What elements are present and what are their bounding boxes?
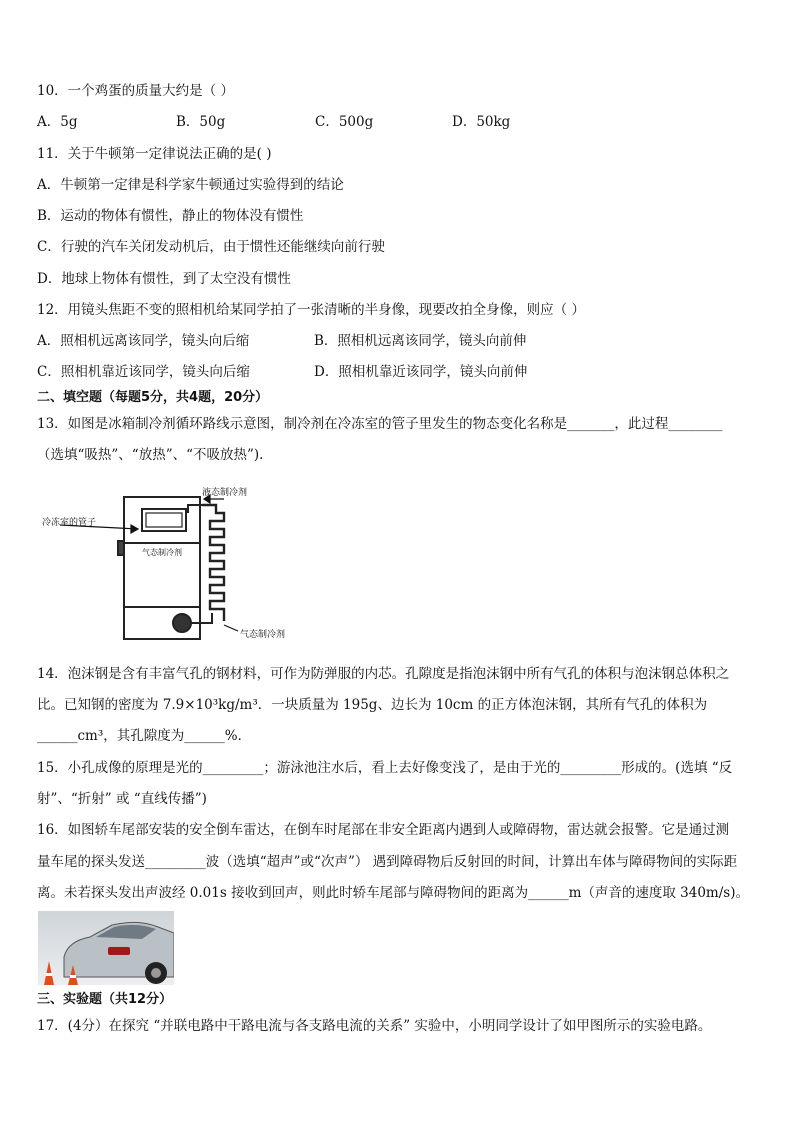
q10-option-c: C．500g: [315, 114, 374, 130]
freezer-pipe: [142, 509, 186, 531]
q16-line-1: 16．如图轿车尾部安装的安全倒车雷达，在倒车时尾部在非安全距离内遇到人或障碍物，雷达就会报警。它是通过测: [37, 822, 730, 838]
q10-option-d: D．50kg: [452, 114, 511, 130]
gas-arrow-line: [224, 625, 238, 631]
q14-line-2: 比。已知钢的密度为 7.9×10³kg/m³．一块质量为 195g、边长为 10cm 的正方体泡沫钢，其所有气孔的体积为: [37, 697, 708, 713]
pipe-arrow-head: [131, 525, 138, 533]
car-rear-photo: [38, 911, 174, 985]
section-heading-experiment: 三、实验题（共12分）: [37, 992, 173, 1007]
label-gas-refrigerant-bottom: 气态制冷剂: [240, 630, 286, 640]
cone-stripe-right: [70, 975, 76, 978]
compressor-pipe: [191, 613, 212, 623]
q11-stem: 11．关于牛顿第一定律说法正确的是( ): [37, 146, 272, 162]
q12-stem: 12．用镜头焦距不变的照相机给某同学拍了一张清晰的半身像，现要改拍全身像，则应（ ）: [37, 302, 585, 318]
car-photo-svg: [38, 911, 174, 985]
q10-option-b: B．50g: [176, 114, 226, 130]
label-liquid-refrigerant: 液态制冷剂: [202, 488, 248, 498]
q12-option-d: D．照相机靠近该同学，镜头向前伸: [314, 364, 528, 380]
q10-option-a: A．5g: [37, 114, 78, 130]
section-heading-fill-in: 二、填空题（每题5分，共4题，20分）: [37, 390, 269, 405]
q11-option-d: D．地球上物体有惯性，到了太空没有惯性: [37, 271, 291, 287]
q15-line-1: 15．小孔成像的原理是光的_________；游泳池注水后，看上去好像变浅了，是由于光的_________形成的。(选填 “反: [37, 760, 733, 776]
compressor: [173, 614, 191, 632]
cone-stripe-left: [46, 973, 52, 976]
q11-option-b: B．运动的物体有惯性，静止的物体没有惯性: [37, 208, 304, 224]
q17-line-1: 17．(4分）在探究 “并联电路中干路电流与各支路电流的关系” 实验中，小明同学设计了如甲图所示的实验电路。: [37, 1018, 712, 1034]
car-taillight: [108, 947, 130, 955]
q12-option-b: B．照相机远离该同学，镜头向前伸: [314, 333, 527, 349]
condenser-coil: [202, 505, 224, 621]
q12-option-a: A．照相机远离该同学，镜头向后缩: [37, 333, 250, 349]
freezer-pipe-inner: [146, 513, 182, 527]
q12-option-c: C．照相机靠近该同学，镜头向后缩: [37, 364, 250, 380]
q16-line-3: 离。未若探头发出声波经 0.01s 接收到回声，则此时轿车尾部与障碍物间的距离为______m（声音的速度取 340m/s)。: [37, 885, 749, 901]
label-gas-refrigerant-inner: 气态制冷剂: [142, 548, 182, 557]
q15-line-2: 射”、“折射” 或 “直线传播”): [37, 791, 207, 807]
label-freezer-pipe: 冷冻室的管子: [42, 518, 97, 528]
q13-line-1: 13．如图是冰箱制冷剂循环路线示意图，制冷剂在冷冻室的管子里发生的物态变化名称是_______，此过程________: [37, 416, 723, 432]
q10-stem: 10．一个鸡蛋的质量大约是（ ）: [37, 83, 234, 99]
hinge-top: [118, 541, 124, 555]
fridge-diagram-svg: [38, 483, 298, 648]
q13-line-2: （选填“吸热”、“放热”、“不吸放热”).: [37, 447, 264, 463]
q14-line-1: 14．泡沫钢是含有丰富气孔的钢材料，可作为防弹服的内芯。孔隙度是指泡沫钢中所有气孔的体积与泡沫钢总体积之: [37, 666, 730, 682]
q16-line-2: 量车尾的探头发送_________波（选填“超声”或“次声”） 遇到障碍物后反射回的时间，计算出车体与障碍物间的实际距: [37, 854, 738, 870]
fridge-refrigerant-diagram: [38, 483, 298, 648]
car-wheel-hub: [151, 968, 161, 978]
q11-option-a: A．牛顿第一定律是科学家牛顿通过实验得到的结论: [37, 177, 344, 193]
q11-option-c: C．行驶的汽车关闭发动机后，由于惯性还能继续向前行驶: [37, 239, 385, 255]
q14-line-3: ______cm³，其孔隙度为______%．: [37, 728, 252, 744]
